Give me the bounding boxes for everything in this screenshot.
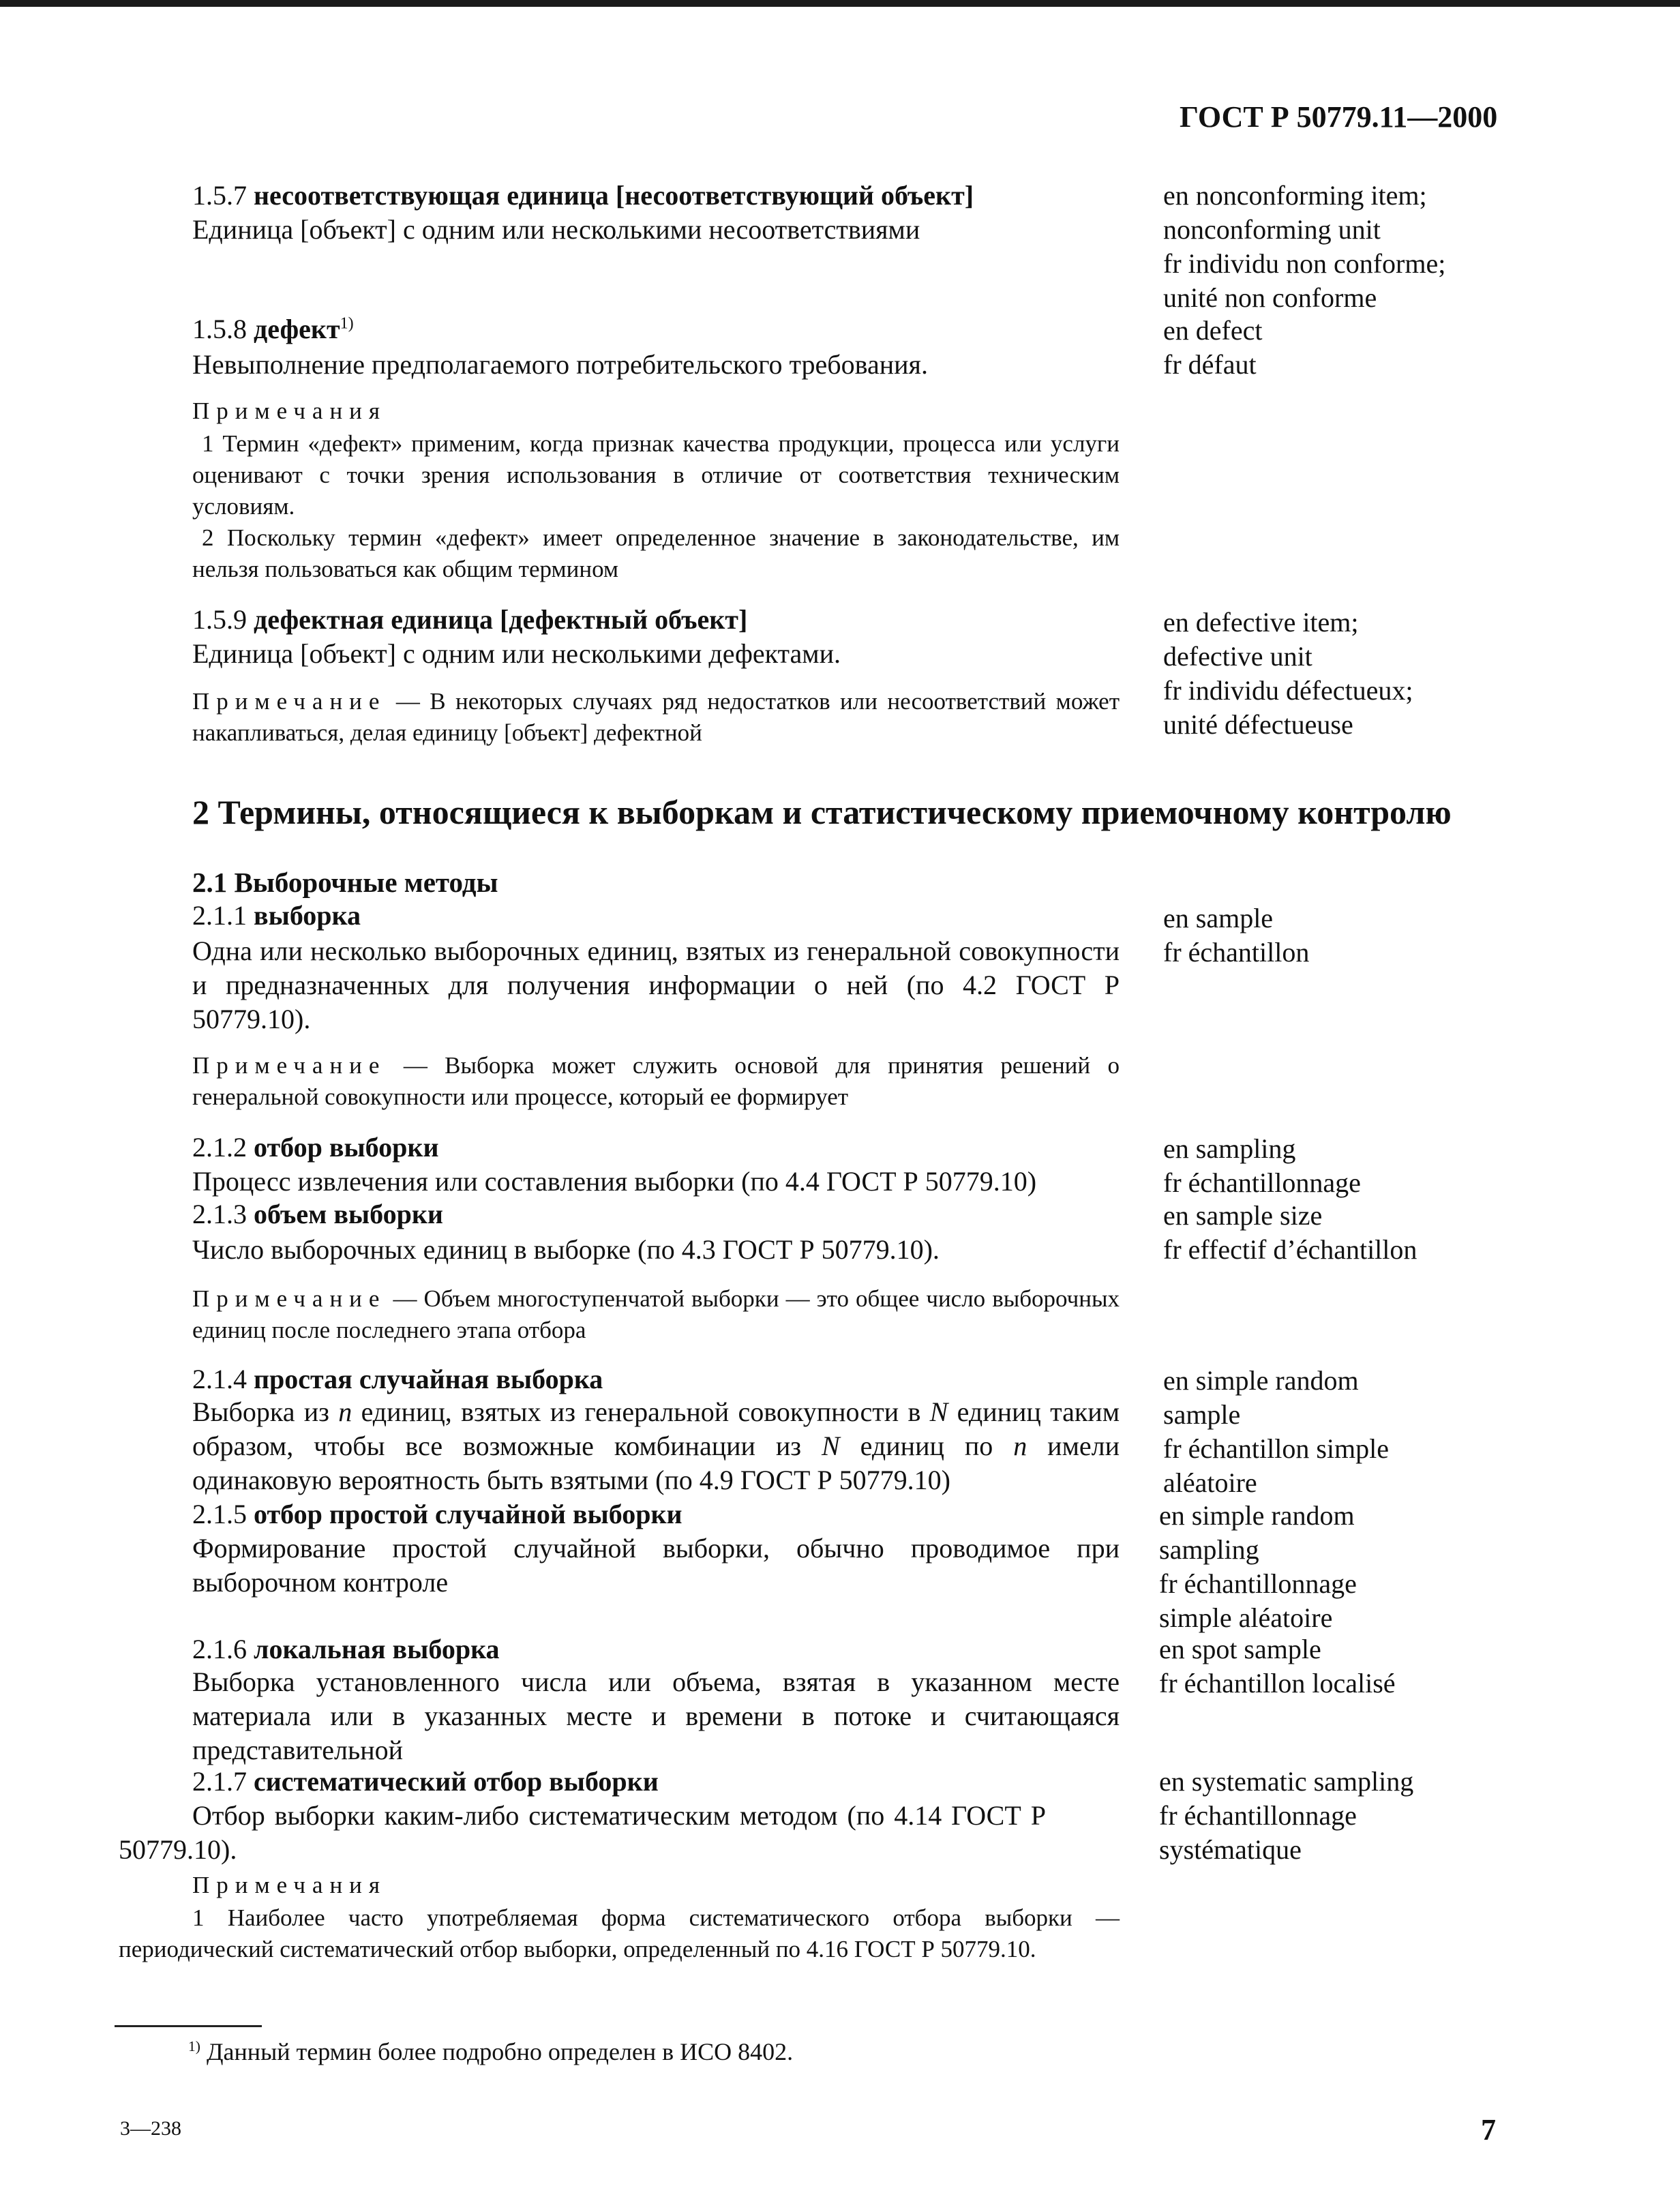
equivalents-2-1-1: en sample fr échantillon	[1163, 903, 1310, 968]
term-2-1-5: 2.1.5 отбор простой случайной выборки	[192, 1499, 682, 1529]
equivalents-2-1-7: en systematic sampling fr échantillonnage systématique	[1159, 1766, 1414, 1865]
equivalents-1-5-8: en defect fr défaut	[1163, 315, 1263, 380]
note-2-1-7-1: 1 Наиболее часто употребляемая форма систематического отбора выборки — периодический систематический отбор выборки, определенный по 4.16 ГОСТ Р 50779.10.	[119, 1904, 1120, 1962]
term-2-1-6: 2.1.6 локальная выборка	[192, 1634, 500, 1664]
term-2-1-2: 2.1.2 отбор выборки	[192, 1132, 439, 1163]
note-1-5-8-1: 1 Термин «дефект» применим, когда признак качества продукции, процесса или услуги оценивают с точки зрения использования в отличие от соответствия техническим условиям.	[192, 430, 1120, 520]
document-header: ГОСТ Р 50779.11—2000	[1180, 100, 1498, 134]
definition-1-5-8: Невыполнение предполагаемого потребительского требования.	[192, 349, 928, 380]
term-2-1-4: 2.1.4 простая случайная выборка	[192, 1364, 603, 1394]
definition-2-1-6: Выборка установленного числа или объема, взятая в указанном месте материала или в указанных месте и времени в потоке и считающаяся представительной	[192, 1666, 1120, 1765]
term-1-5-8: 1.5.8 дефект$^{1)}$	[192, 314, 354, 344]
equivalents-1-5-9: en defective item; defective unit fr individu défectueux; unité défectueuse	[1163, 607, 1413, 740]
note-2-1-1: Примечание — Выборка может служить основой для принятия решений о генеральной совокупности или процессе, который ее формирует	[192, 1052, 1120, 1110]
page-number: 7	[1481, 2113, 1496, 2146]
term-2-1-7: 2.1.7 систематический отбор выборки	[192, 1766, 659, 1797]
section-title: 2 Термины, относящиеся к выборкам и статистическому приемочному контролю	[192, 793, 1452, 831]
definition-2-1-1: Одна или несколько выборочных единиц, взятых из генеральной совокупности и предназначенных для получения информации о ней (по 4.2 ГОСТ Р 50779.10).	[192, 936, 1120, 1034]
equivalents-2-1-2: en sampling fr échantillonnage	[1163, 1133, 1361, 1198]
definition-2-1-3: Число выборочных единиц в выборке (по 4.3 ГОСТ Р 50779.10).	[192, 1234, 940, 1265]
equivalents-2-1-4: en simple random sample fr échantillon simple aléatoire	[1163, 1365, 1390, 1498]
term-2-1-1: 2.1.1 выборка	[192, 900, 361, 931]
equivalents-2-1-6: en spot sample fr échantillon localisé	[1159, 1634, 1396, 1699]
footnote: $^{1)}$ Данный термин более подробно определен в ИСО 8402.	[188, 2038, 794, 2065]
notes-heading-2-1-7: Примечания	[192, 1872, 387, 1898]
term-1-5-7: 1.5.7 несоответствующая единица [несоответствующий объект]	[192, 180, 974, 211]
footnote-separator	[115, 2025, 262, 2027]
note-1-5-8-2: 2 Поскольку термин «дефект» имеет определенное значение в законодательстве, им нельзя пользоваться как общим термином	[192, 524, 1120, 582]
definition-2-1-4: Выборка из n единиц, взятых из генеральной совокупности в N единиц таким образом, чтобы все возможные комбинации из N единиц по n имели одинаковую вероятность быть взятыми (по 4.9 ГОСТ Р 50779.10)	[192, 1396, 1120, 1495]
equivalents-1-5-7: en nonconforming item; nonconforming unit fr individu non conforme; unité non conforme	[1163, 180, 1446, 313]
note-1-5-9: Примечание — В некоторых случаях ряд недостатков или несоответствий может накапливаться, делая единицу [объект] дефектной	[192, 688, 1120, 746]
definition-1-5-7: Единица [объект] с одним или несколькими несоответствиями	[192, 214, 920, 245]
definition-2-1-7: Отбор выборки каким-либо систематическим методом (по 4.14 ГОСТ Р 50779.10).	[119, 1800, 1046, 1865]
page-code: 3—238	[120, 2117, 181, 2140]
scan-top-border	[0, 0, 1680, 7]
equivalents-2-1-3: en sample size fr effectif d’échantillon	[1163, 1200, 1418, 1265]
subsection-title: 2.1 Выборочные методы	[192, 867, 498, 898]
definition-1-5-9: Единица [объект] с одним или несколькими дефектами.	[192, 638, 841, 669]
notes-heading-1-5-8: Примечания	[192, 398, 387, 424]
equivalents-2-1-5: en simple random sampling fr échantillonnage simple aléatoire	[1159, 1500, 1357, 1633]
definition-2-1-5: Формирование простой случайной выборки, обычно проводимое при выборочном контроле	[192, 1533, 1120, 1598]
term-2-1-3: 2.1.3 объем выборки	[192, 1199, 443, 1229]
definition-2-1-2: Процесс извлечения или составления выборки (по 4.4 ГОСТ Р 50779.10)	[192, 1166, 1037, 1197]
term-1-5-9: 1.5.9 дефектная единица [дефектный объект]	[192, 604, 748, 635]
note-2-1-3: Примечание — Объем многоступенчатой выборки — это общее число выборочных единиц после последнего этапа отбора	[192, 1285, 1120, 1343]
